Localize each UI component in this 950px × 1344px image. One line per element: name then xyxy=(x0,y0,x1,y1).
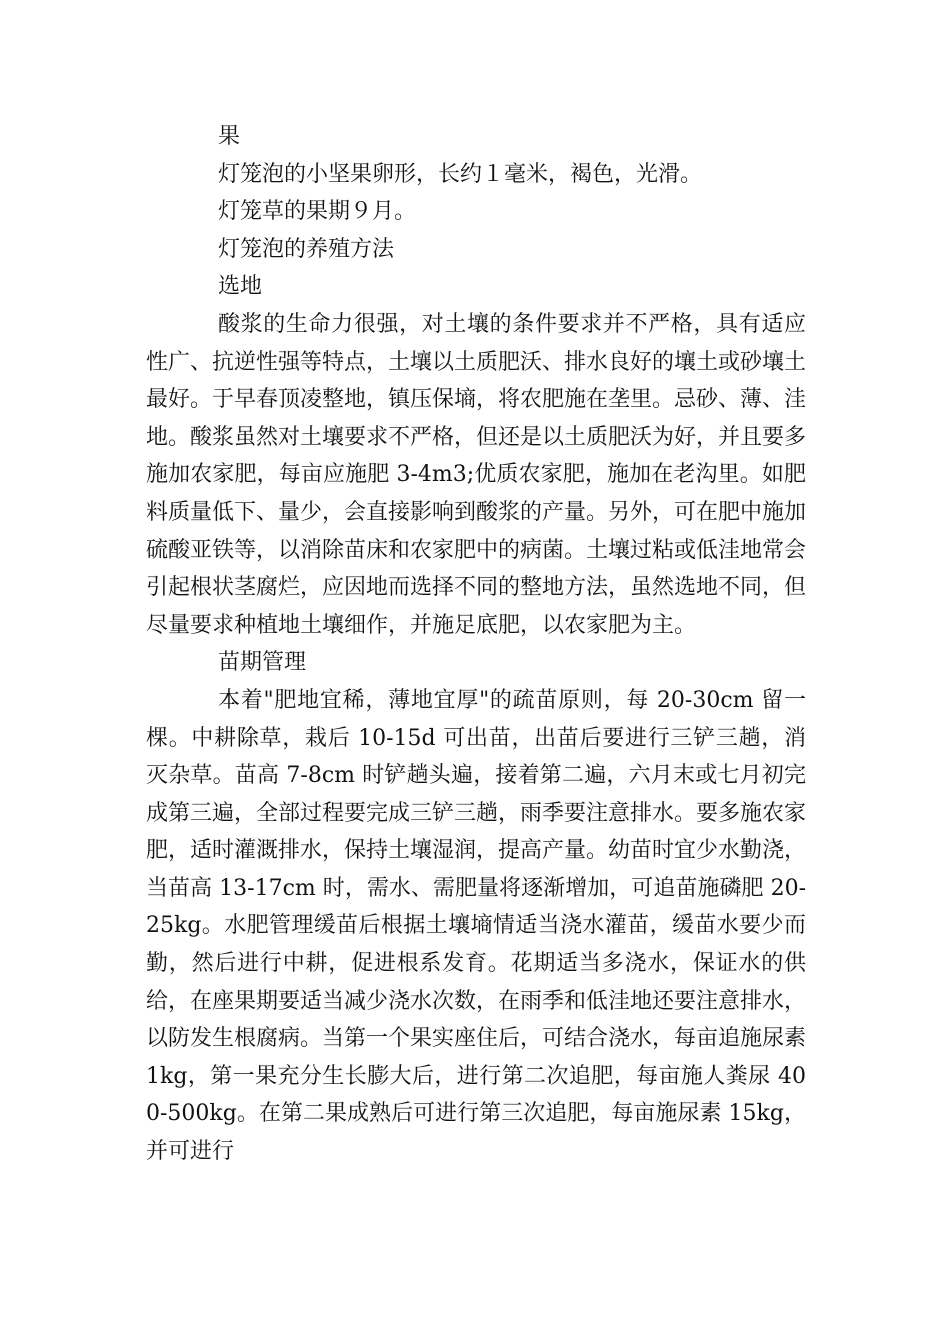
paragraph-nutlet: 灯笼泡的小坚果卵形，长约１毫米，褐色，光滑。 xyxy=(218,161,703,187)
section-heading-site-selection: 选地 xyxy=(218,274,263,300)
paragraph-seedling-management: 本着"肥地宜稀，薄地宜厚"的疏苗原则，每 20-30cm 留一棵。中耕除草，栽后 10-15d 可出苗，出苗后要进行三铲三趟，消灭杂草。苗高 7-8cm 时铲趟头遍，接着第二遍，六月末或七月初完成第三遍，全部过程要完成三铲三趟，雨季要注意排水。要多施农家肥，适时灌溉排水，保持土壤湿润，提高产量。幼苗时宜少水勤浇，当苗高 13-17cm 时，需水、需肥量将逐渐增加，可追苗施磷肥 20-25kg。水肥管理缓苗后根据土壤墒情适当浇水灌苗，缓苗水要少而勤，然后进行中耕，促进根系发育。花期适当多浇水，保证水的供给，在座果期要适当减少浇水次数，在雨季和低洼地还要注意排水，以防发生根腐病。当第一个果实座住后，可结合浇水，每亩追施尿素 1kg，第一果充分生长膨大后，进行第二次追肥，每亩施人粪尿 400-500kg。在第二果成熟后可进行第三次追肥，每亩施尿素 15kg，并可进行 xyxy=(146,687,807,1165)
document-body xyxy=(146,118,806,1171)
section-heading-cultivation: 灯笼泡的养殖方法 xyxy=(218,236,395,262)
paragraph-fruiting-period: 灯笼草的果期９月。 xyxy=(218,199,417,225)
paragraph-site-selection: 酸浆的生命力很强，对土壤的条件要求并不严格，具有适应性广、抗逆性强等特点，土壤以土质肥沃、排水良好的壤土或砂壤土最好。于早春顶凌整地，镇压保墒，将农肥施在垄里。忌砂、薄、洼地。酸浆虽然对土壤要求不严格，但还是以土质肥沃为好，并且要多施加农家肥，每亩应施肥 3-4m3;优质农家肥，施加在老沟里。如肥料质量低下、量少，会直接影响到酸浆的产量。另外，可在肥中施加硫酸亚铁等，以消除苗床和农家肥中的病菌。土壤过粘或低洼地常会引起根状茎腐烂，应因地而选择不同的整地方法，虽然选地不同，但尽量要求种植地土壤细作，并施足底肥，以农家肥为主。 xyxy=(146,311,807,638)
section-heading-fruit: 果 xyxy=(218,124,241,149)
section-heading-seedling-management: 苗期管理 xyxy=(218,650,307,676)
